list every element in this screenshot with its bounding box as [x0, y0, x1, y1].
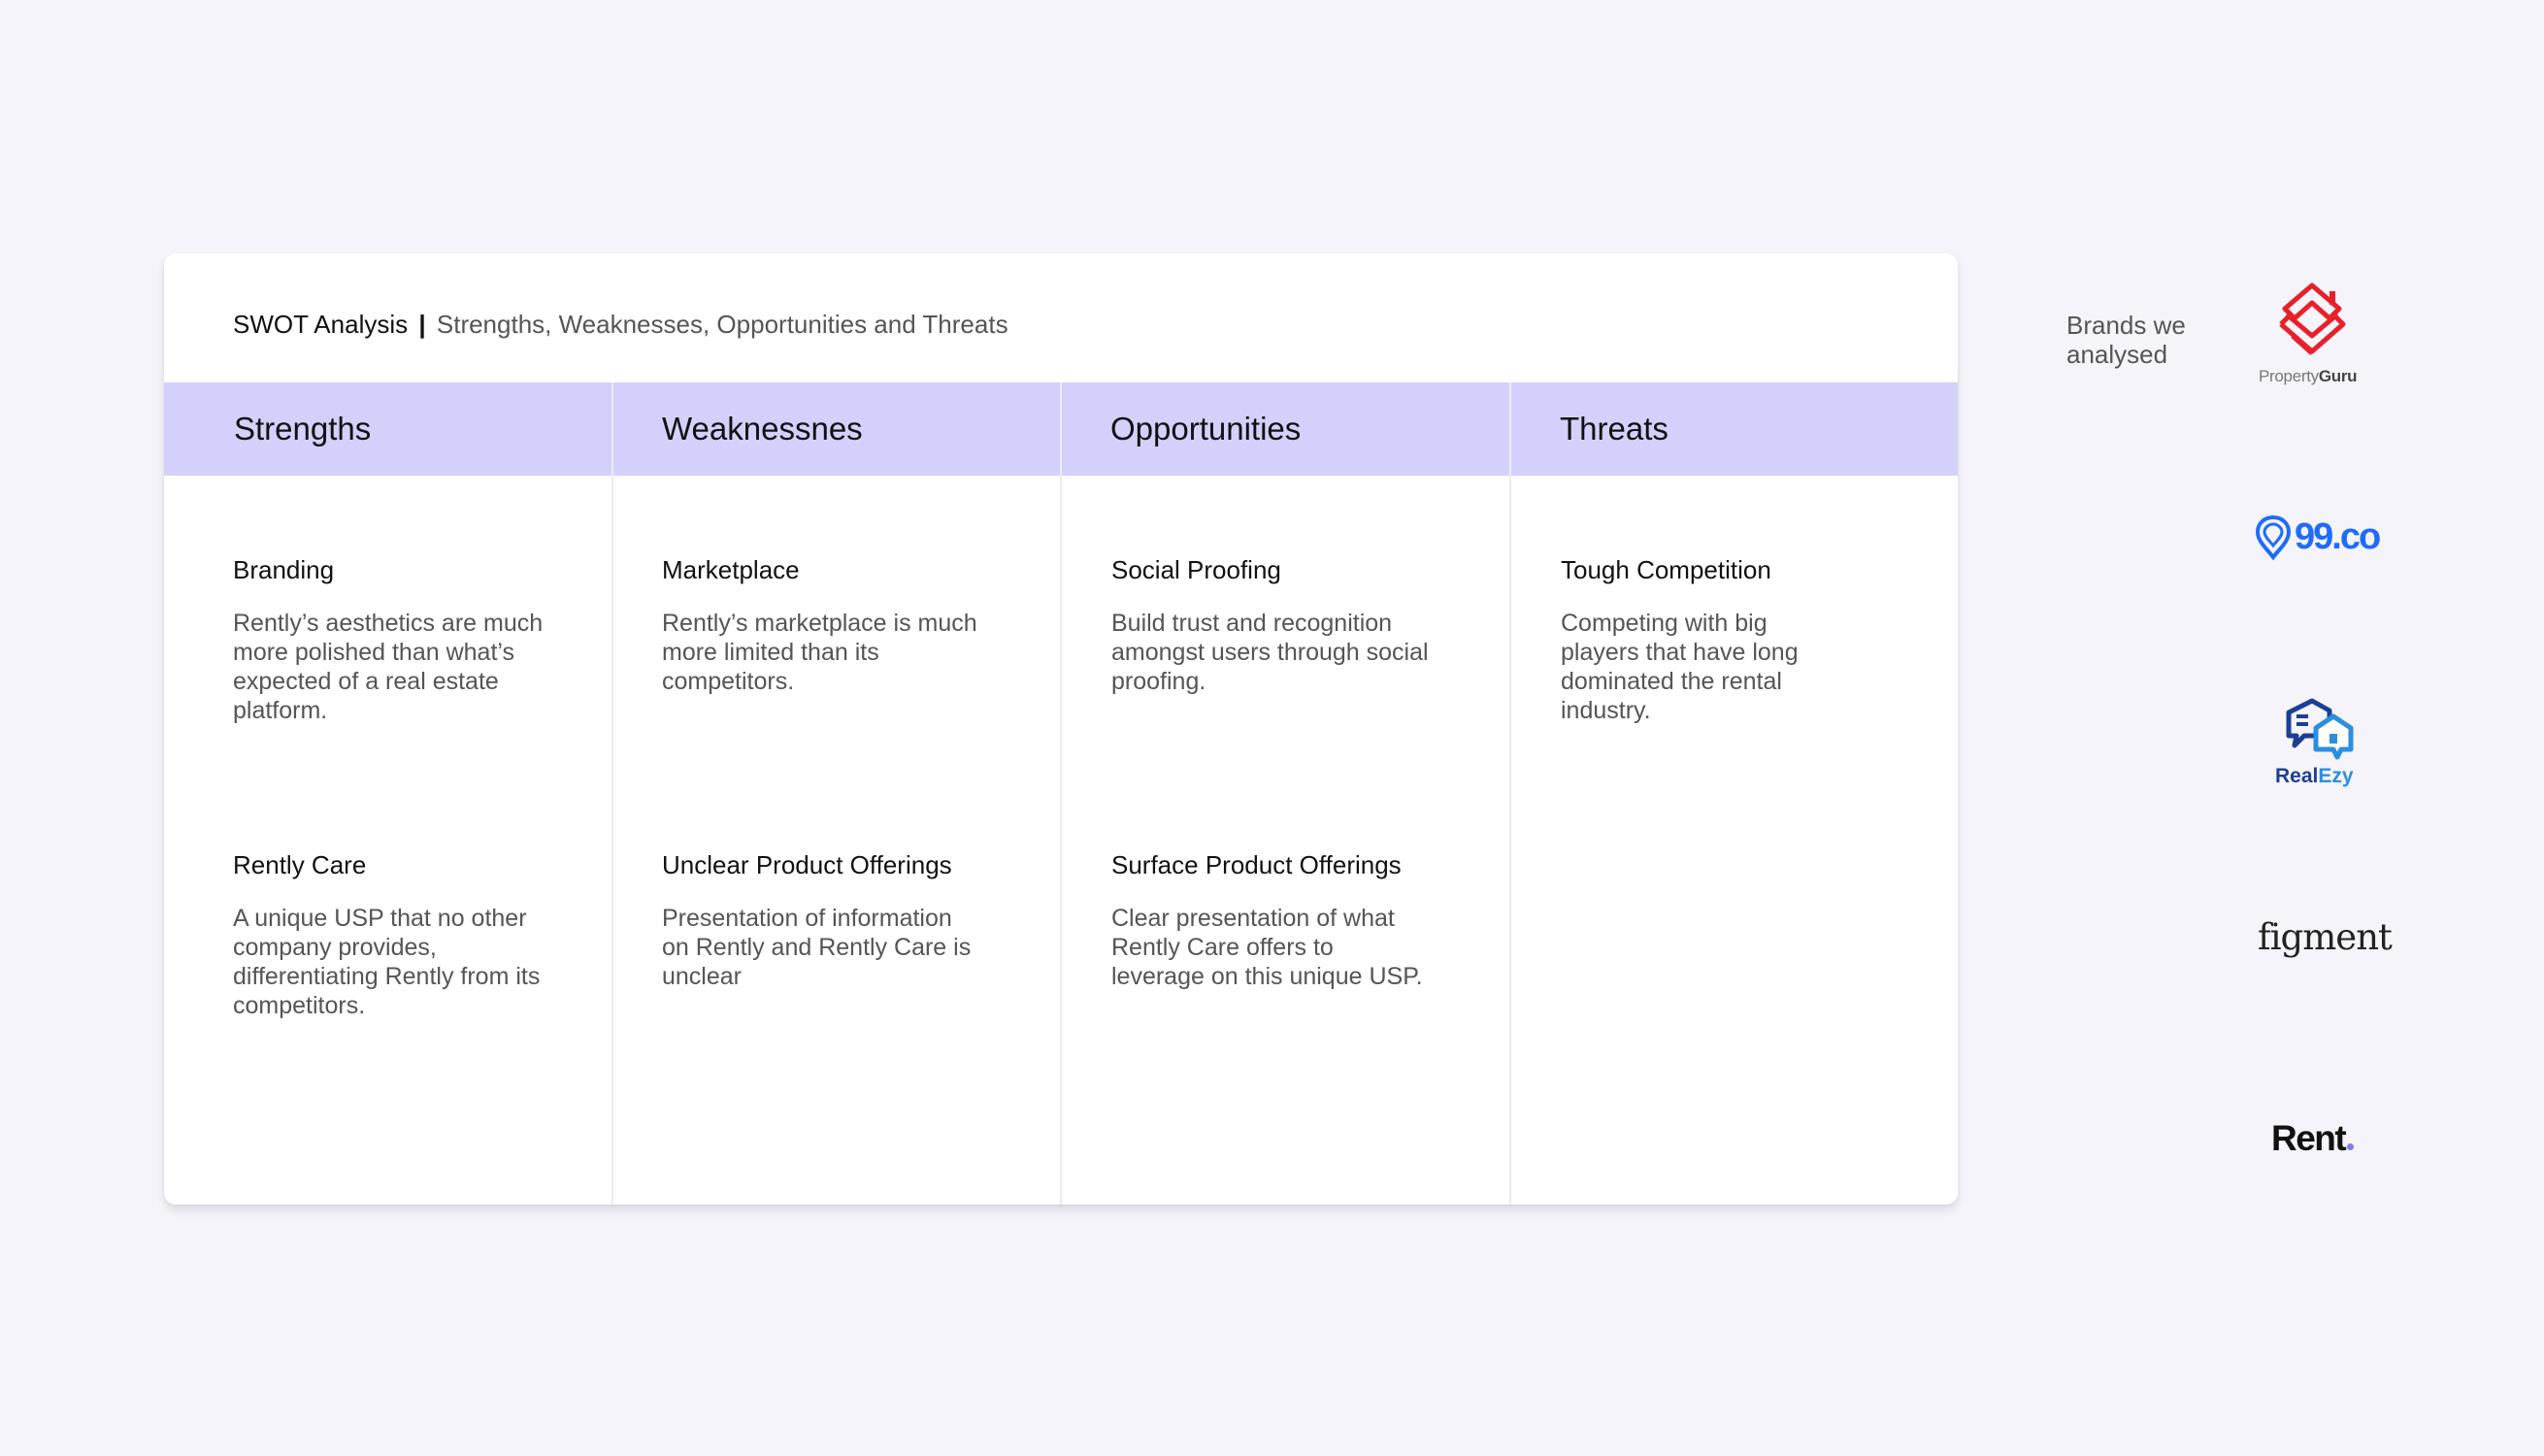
item-body: Presentation of information on Rently and Rently Care is unclear [662, 905, 972, 990]
figment-wordmark: figment [2258, 916, 2392, 958]
column-weaknesses [611, 382, 1063, 1205]
realezy-text-b: Ezy [2318, 765, 2354, 787]
list-item [233, 850, 553, 1020]
item-title: Marketplace [662, 555, 800, 584]
item-body: Competing with big players that have long dominated the rental industry. [1561, 610, 1799, 724]
item-title: Rently Care [233, 850, 367, 879]
realezy-wordmark [2275, 765, 2354, 788]
rent-wordmark: Rent [2271, 1118, 2346, 1158]
propertyguru-wordmark [2259, 367, 2357, 386]
item-body: A unique USP that no other company provides, differentiating Rently from its competitors. [233, 905, 541, 1019]
list-item [233, 555, 553, 725]
column-header-threats: Threats [1560, 411, 1668, 447]
realezy-logo [2263, 695, 2361, 792]
column-threats [1509, 382, 1958, 1205]
propertyguru-text-a: Property [2259, 367, 2319, 385]
column-opportunities [1060, 382, 1511, 1205]
column-header-weaknesses: Weaknessnes [662, 411, 863, 447]
list-item [662, 555, 982, 696]
swot-card [164, 253, 1958, 1205]
list-item [662, 850, 982, 991]
list-item [1111, 850, 1432, 991]
item-title: Social Proofing [1111, 555, 1281, 584]
column-strengths [164, 382, 612, 1205]
column-header-opportunities: Opportunities [1110, 411, 1302, 447]
item-body: Rently’s aesthetics are much more polished than what’s expected of a real estate platform. [233, 610, 544, 724]
item-body: Clear presentation of what Rently Care offers to leverage on this unique USP. [1111, 905, 1423, 990]
item-title: Branding [233, 555, 335, 584]
propertyguru-logo [2254, 280, 2370, 388]
rent-dot-icon [2347, 1143, 2354, 1150]
card-title [233, 310, 1008, 340]
column-header-strengths: Strengths [234, 411, 372, 447]
brands-label: Brands we analysed [2066, 311, 2186, 369]
item-title: Tough Competition [1561, 555, 1771, 584]
realezy-text-a: Real [2275, 765, 2319, 787]
realezy-mark-icon [2283, 695, 2361, 761]
list-item [1561, 555, 1833, 725]
item-title: Surface Product Offerings [1111, 850, 1402, 879]
rent-logo [2271, 1118, 2368, 1167]
figment-logo [2258, 916, 2394, 965]
item-body: Rently’s marketplace is much more limited than its competitors. [662, 610, 977, 695]
99co-wordmark: 99.co [2295, 516, 2380, 557]
item-body: Build trust and recognition amongst users through social proofing. [1111, 610, 1429, 695]
card-title-subtitle: Strengths, Weaknesses, Opportunities and Threats [436, 310, 1008, 339]
list-item [1111, 555, 1432, 696]
card-title-main: SWOT Analysis [233, 310, 409, 339]
item-title: Unclear Product Offerings [662, 850, 952, 879]
card-title-separator: | [418, 310, 426, 339]
propertyguru-text-b: Guru [2318, 367, 2358, 385]
99co-logo [2254, 514, 2380, 565]
map-pin-icon [2254, 514, 2293, 561]
